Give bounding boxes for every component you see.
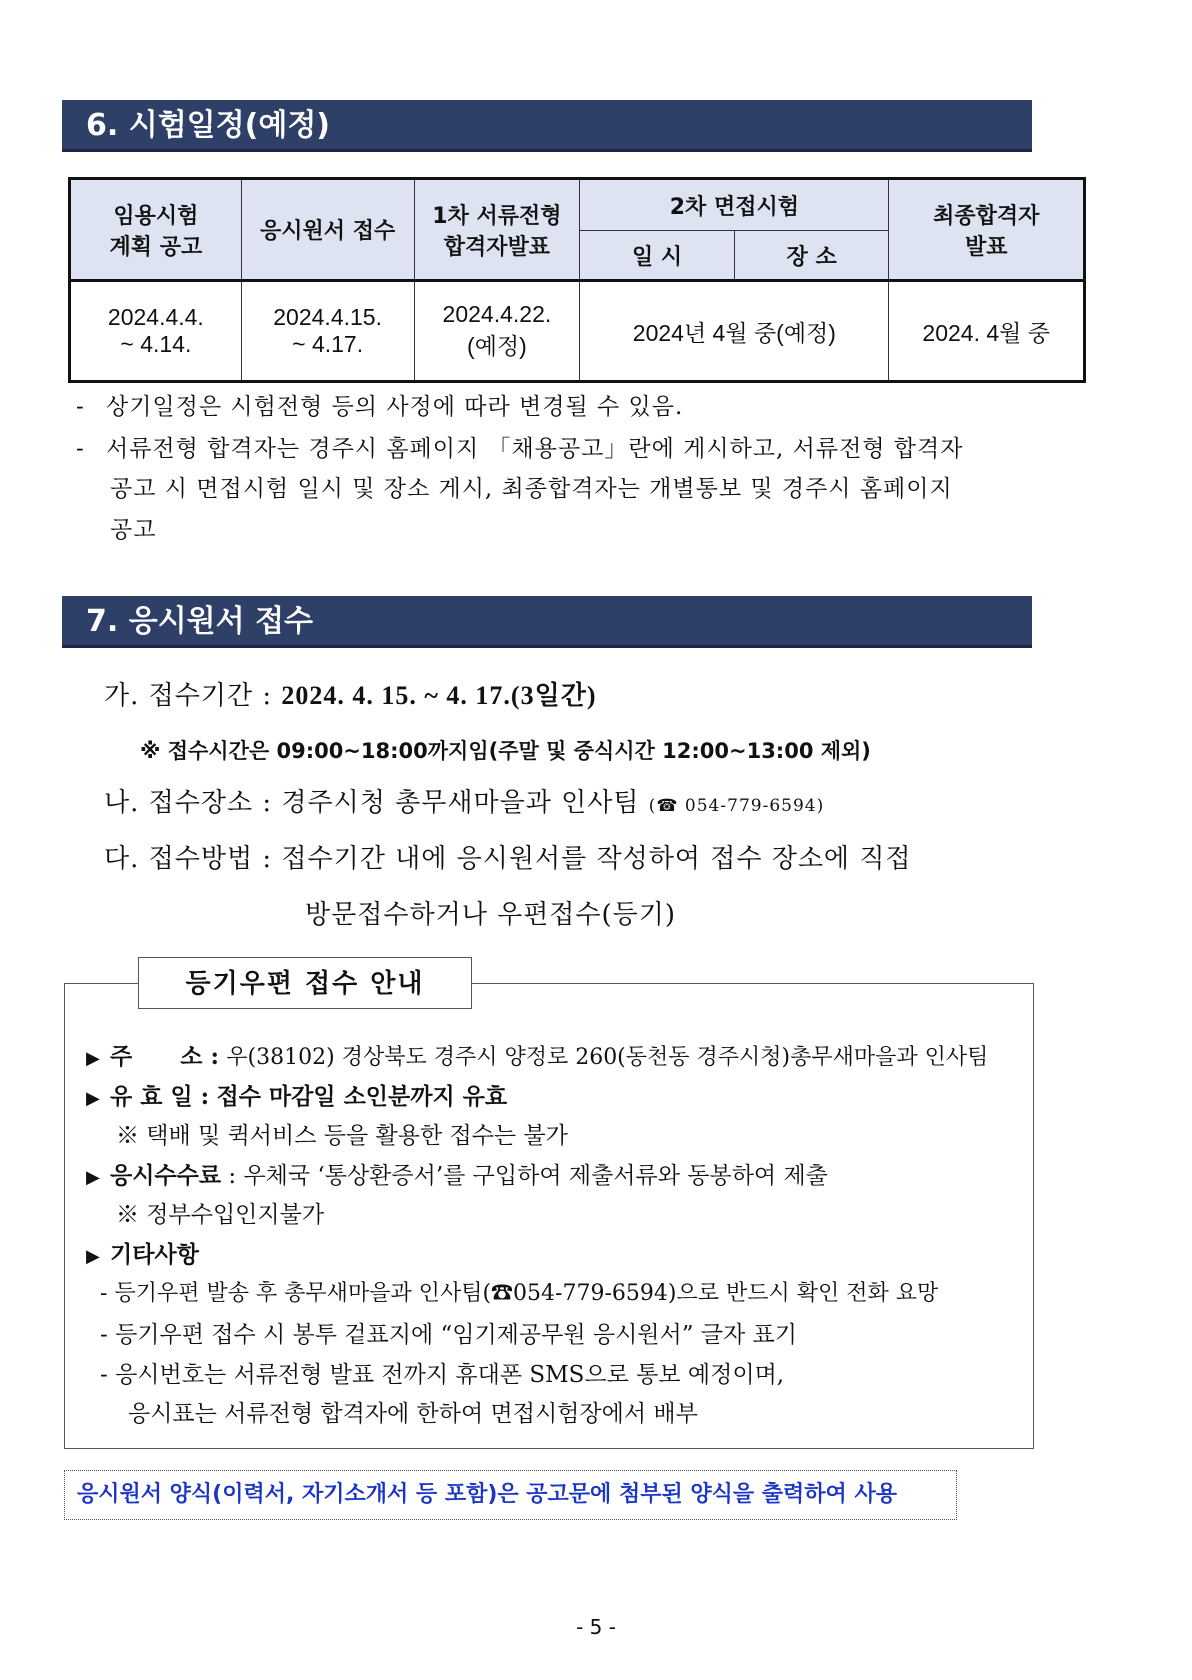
reception-method: 다. 접수방법 : 접수기간 내에 응시원서를 작성하여 접수 장소에 직접 xyxy=(104,844,912,874)
mail-etc-item-3: - 응시번호는 서류전형 발표 전까지 휴대폰 SMS으로 통보 예정이며, xyxy=(100,1362,785,1388)
section-6-header xyxy=(62,100,1032,152)
header-interview-place: 장 소 xyxy=(734,231,889,281)
mail-address: ▶ 주 소 : 우(38102) 경상북도 경주시 양정로 260(동천동 경주시청)총무새마을과 인사팀 xyxy=(86,1043,989,1070)
mail-fee-note: ※ 정부수입인지불가 xyxy=(116,1202,325,1228)
schedule-table xyxy=(68,177,1086,383)
cell-interview: 2024년 4월 중(예정) xyxy=(580,281,889,382)
mail-etc: ▶ 기타사항 xyxy=(86,1241,199,1268)
header-plan-notice: 임용시험 계획 공고 xyxy=(70,179,242,281)
reception-period: 가. 접수기간 : 2024. 4. 15. ~ 4. 17.(3일간) xyxy=(104,681,597,711)
triangle-bullet-icon: ▶ xyxy=(86,1088,100,1109)
mail-etc-item-1: - 등기우편 발송 후 총무새마을과 인사팀(☎054-779-6594)으로 반드시 확인 전화 요망 xyxy=(100,1281,939,1306)
cell-application: 2024.4.15. ~ 4.17. xyxy=(241,281,414,382)
triangle-bullet-icon: ▶ xyxy=(86,1048,100,1069)
header-interview-datetime: 일 시 xyxy=(580,231,735,281)
mail-valid-note: ※ 택배 및 퀵서비스 등을 활용한 접수는 불가 xyxy=(116,1123,568,1149)
mail-fee: ▶ 응시수수료 : 우체국 ‘통상환증서’를 구입하여 제출서류와 동봉하여 제출 xyxy=(86,1162,828,1189)
reception-place: 나. 접수장소 : 경주시청 총무새마을과 인사팀 (☎ 054-779-6594) xyxy=(104,788,825,818)
cell-plan-notice: 2024.4.4. ~ 4.14. xyxy=(70,281,242,382)
cell-final-result: 2024. 4월 중 xyxy=(889,281,1085,382)
header-final-result: 최종합격자 발표 xyxy=(889,179,1085,281)
triangle-bullet-icon: ▶ xyxy=(86,1246,100,1267)
mail-etc-item-3-cont: 응시표는 서류전형 합격자에 한하여 면접시험장에서 배부 xyxy=(128,1401,698,1427)
header-first-result: 1차 서류전형 합격자발표 xyxy=(414,179,580,281)
note-schedule-change: - 상기일정은 시험전형 등의 사정에 따라 변경될 수 있음. xyxy=(76,394,684,420)
section-7-header xyxy=(62,596,1032,648)
section-6-title: 6. 시험일정(예정) xyxy=(86,108,331,143)
triangle-bullet-icon: ▶ xyxy=(86,1167,100,1188)
header-application: 응시원서 접수 xyxy=(241,179,414,281)
mail-etc-item-2: - 등기우편 접수 시 봉투 겉표지에 “임기제공무원 응시원서” 글자 표기 xyxy=(100,1322,797,1348)
note-result-posting-cont2: 공고 xyxy=(110,517,157,543)
form-download-note: 응시원서 양식(이력서, 자기소개서 등 포함)은 공고문에 첨부된 양식을 출력하여 사용 xyxy=(64,1470,957,1520)
header-interview: 2차 면접시험 xyxy=(580,179,889,231)
section-7-title: 7. 응시원서 접수 xyxy=(86,604,314,639)
note-result-posting-cont: 공고 시 면접시험 일시 및 장소 게시, 최종합격자는 개별통보 및 경주시 홈페이지 xyxy=(110,476,953,502)
mail-valid: ▶ 유 효 일 : 접수 마감일 소인분까지 유효 xyxy=(86,1083,508,1110)
cell-first-result: 2024.4.22. (예정) xyxy=(414,281,580,382)
mail-guide-title: 등기우편 접수 안내 xyxy=(138,957,472,1009)
reception-time-note: ※ 접수시간은 09:00~18:00까지임(주말 및 중식시간 12:00~13:00 제외) xyxy=(140,739,871,763)
page-number: - 5 - xyxy=(576,1615,616,1639)
note-result-posting: - 서류전형 합격자는 경주시 홈페이지 「채용공고」란에 게시하고, 서류전형 합격자 xyxy=(76,436,964,462)
reception-method-cont: 방문접수하거나 우편접수(등기) xyxy=(305,900,677,930)
